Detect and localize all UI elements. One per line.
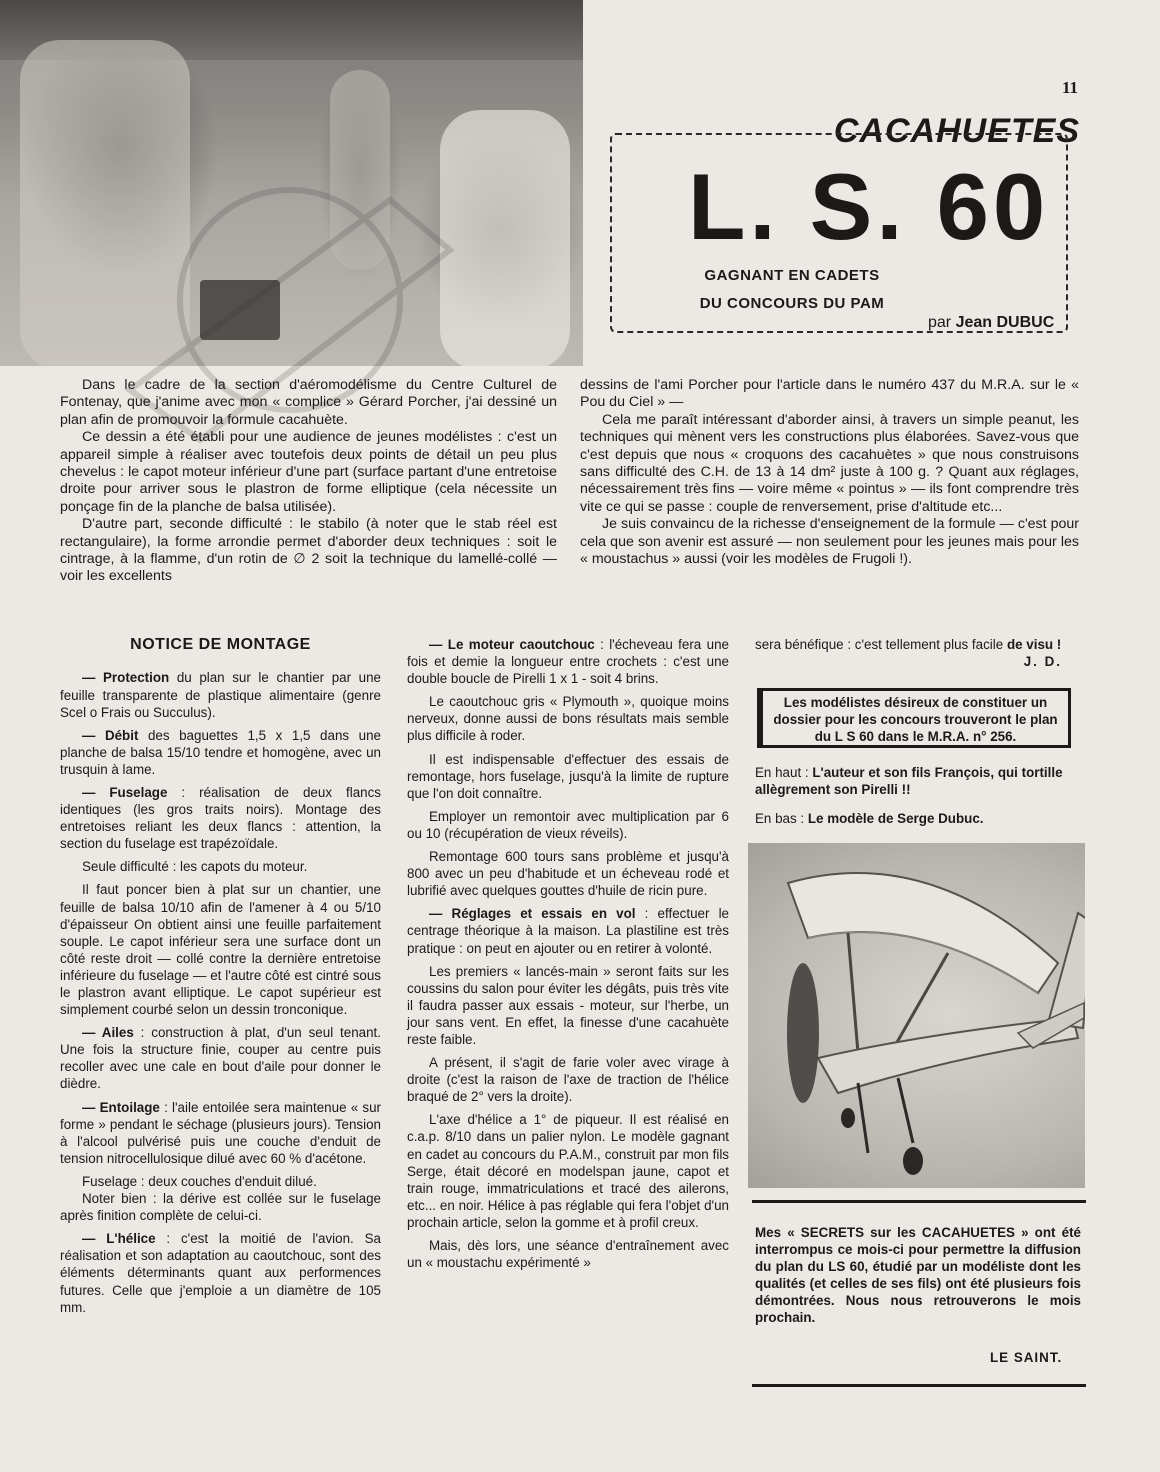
- notice-paragraph: Il faut poncer bien à plat sur un chantier, une feuille de balsa 10/10 afin de l'amener à 4 ou 5/10 d'épaisseur On obtient ainsi une feuille parfaitement souple. Le capot inférieur sera une surface dont un côté reste droit — collé contre la dernière entretoise inférieure du fuselage — et l'autre côté est cintré sous le plastron avant elliptique. Le capot supérieur est simplement courbé selon un dessin tronconique.: [60, 882, 381, 1018]
- notice-column-3: [755, 636, 1078, 670]
- page-number: 11: [1062, 78, 1079, 97]
- photo-figure-boy: [440, 110, 570, 366]
- notice-paragraph: — Protection du plan sur le chantier par une feuille transparente de plastique alimentaire (genre Scel o Frais ou Succulus).: [60, 670, 381, 720]
- byline-author: Jean DUBUC: [955, 314, 1055, 331]
- notice-paragraph: — Fuselage : réalisation de deux flancs identiques (les gros traits noirs). Montage des entretoises reliant les deux flancs : attention, la section du fuselage est trapézoïdale.: [60, 784, 381, 852]
- byline-prefix: par: [928, 314, 952, 331]
- article-subtitle: [682, 262, 902, 318]
- notice-paragraph: L'axe d'hélice a 1° de piqueur. Il est réalisé en c.a.p. 8/10 dans un palier nylon. Le modèle gagnant en cadet au concours du P.A.M., construit par mon fils Serge, était décoré en modelspan jaune, capot et train rouge, immatriculations et tracé des ailerons, etc... en noir. Hélice à pas réglable qui fera l'objet d'un prochain article, selon la gomme et à profil creux.: [407, 1112, 729, 1230]
- intro-left-paragraph: Dans le cadre de la section d'aéromodélisme du Centre Culturel de Fontenay, que j'anime avec mon « complice » Gérard Porcher, j'ai dessiné un plan afin de promouvoir la formule cacahuète.: [60, 377, 557, 428]
- photo-box: [200, 280, 280, 340]
- divider-top: [752, 1200, 1086, 1203]
- initials: J. D.: [1023, 654, 1062, 670]
- caption-top: En haut : L'auteur et son fils François, qui tortille allègrement son Pirelli !!: [755, 765, 1063, 797]
- caption-bottom: En bas : Le modèle de Serge Dubuc.: [755, 811, 984, 826]
- intro-right-paragraph: dessins de l'ami Porcher pour l'article dans le numéro 437 du M.R.A. sur le « Pou du Ciel » —: [580, 377, 1079, 411]
- photo-figure-girl: [330, 70, 390, 270]
- article-title: L. S. 60: [688, 154, 1050, 259]
- signature: LE SAINT.: [990, 1350, 1063, 1365]
- notice-column-1: [60, 636, 381, 1322]
- intro-right-paragraph: Cela me paraît intéressant d'aborder ainsi, à travers un simple peanut, les techniques qui mènent vers les constructions plus élaborées. Savez-vous que c'est depuis que nous « croquons des cacahuètes » que nous construisons sans difficulté des C.H. de 13 à 14 dm² juste à 100 g. ? Quant aux réglages, nécessairement très fins — voire même « pointus » — ils font comprendre très vite ce qui se passe : couple de renversement, prise d'altitude etc...: [580, 411, 1079, 515]
- notice-paragraph: sera bénéfique : c'est tellement plus facile de visu !: [755, 637, 1062, 652]
- notice-paragraph: — L'hélice : c'est la moitié de l'avion. Sa réalisation et son adaptation au caoutchouc, sont des éléments déterminants quant aux performences futures. Celle que j'emploie a un diamètre de 105 mm.: [60, 1231, 381, 1315]
- section-kicker: CACAHUETES: [833, 112, 1080, 150]
- notice-paragraph: — Réglages et essais en vol : effectuer le centrage théorique à la maison. La plastiline est très pratique : on peut en ajouter ou en retirer à volonté.: [407, 906, 729, 956]
- notice-paragraph: A présent, il s'agit de farie voler avec virage à droite (c'est la raison de l'axe de traction de l'hélice braqué de 2° vers la droite).: [407, 1055, 729, 1105]
- final-note: Mes « SECRETS sur les CACAHUETES » ont été interrompus ce mois-ci pour permettre la diffusion du plan du LS 60, étudié par un modéliste dont les qualités (et celles de ses fils) ont été plusieurs fois démontrées. Nous nous retrouverons le mois prochain.: [755, 1225, 1081, 1325]
- intro-left-column: [60, 377, 557, 586]
- intro-left-paragraph: Ce dessin a été établi pour une audience de jeunes modélistes : c'est un appareil simple à réaliser avec toutefois deux points de détail un peu plus chevelus : le capot moteur inférieur d'une part (surface partant d'une entretoise droite pour arriver sous le plastron de forme elliptique (cela nécessite un ponçage fin de la planche de balsa utilisée).: [60, 429, 557, 515]
- top-photo: [0, 0, 583, 366]
- notice-column-2: [407, 636, 729, 1277]
- notice-paragraph: — Ailes : construction à plat, d'un seul tenant. Une fois la structure finie, couper au centre puis recoller avec une cale en bout d'aile pour donner le dièdre.: [60, 1025, 381, 1092]
- subtitle-line-1: GAGNANT EN CADETS: [704, 267, 880, 284]
- divider-bottom: [752, 1384, 1086, 1387]
- notice-paragraph: Seule difficulté : les capots du moteur.: [82, 859, 308, 875]
- notice-paragraph: Noter bien : la dérive est collée sur le fuselage après finition complète de celui-ci.: [60, 1191, 381, 1224]
- model-airplane-photo: [748, 843, 1085, 1188]
- airplane-illustration: [748, 843, 1085, 1188]
- intro-right-column: [580, 377, 1079, 568]
- notice-paragraph: Il est indispensable d'effectuer des essais de remontage, hors fuselage, jusqu'à la limite de rupture que l'on doit connaître.: [407, 751, 729, 801]
- photo-figure-man: [20, 40, 190, 366]
- notice-paragraph: Employer un remontoir avec multiplication par 6 ou 10 (récupération de vieux réveils).: [407, 808, 729, 841]
- notice-paragraph: Les premiers « lancés-main » seront faits sur les coussins du salon pour éviter les dégâts, puis très vite il faudra passer aux essais - moteur, sur l'herbe, un jour sans vent. En effet, la finesse d'une cacahuète reste faible.: [407, 963, 729, 1047]
- notice-paragraph: — Le moteur caoutchouc : l'écheveau fera une fois et demie la longueur entre crochets : c'est une double boucle de Pirelli 1 x 1 - soit 4 brins.: [407, 637, 729, 687]
- notice-paragraph: Fuselage : deux couches d'enduit dilué.: [82, 1173, 317, 1189]
- notice-heading: NOTICE DE MONTAGE: [130, 636, 311, 653]
- byline: [928, 314, 1054, 332]
- boxed-note: Les modélistes désireux de constituer un dossier pour les concours trouveront le plan du L S 60 dans le M.R.A. n° 256.: [757, 688, 1071, 748]
- notice-paragraph: Le caoutchouc gris « Plymouth », quoique moins nerveux, donne aussi de bons résultats mais semble plus difficile à roder.: [407, 694, 729, 744]
- subtitle-line-2: DU CONCOURS DU PAM: [699, 295, 885, 312]
- intro-right-paragraph: Je suis convaincu de la richesse d'enseignement de la formule — c'est pour cela que son avenir est assuré — non seulement pour les jeunes mais pour les « moustachus » aussi (voir les modèles de Frugoli !).: [580, 516, 1079, 568]
- notice-paragraph: Remontage 600 tours sans problème et jusqu'à 800 avec un peu d'habitude et un écheveau rodé et lubrifié avec quelques gouttes d'huile de ricin pure.: [407, 849, 729, 899]
- notice-paragraph: — Entoilage : l'aile entoilée sera maintenue « sur forme » pendant le séchage (plusieurs jours). Tension à l'alcool pulvérisé puis une couche d'enduit de tension nitrocellulosique dilué avec 60 % d'acétone.: [60, 1099, 381, 1166]
- notice-paragraph: Mais, dès lors, une séance d'entraînement avec un « moustachu expérimenté »: [407, 1238, 729, 1271]
- notice-paragraph: — Débit des baguettes 1,5 x 1,5 dans une planche de balsa 15/10 tendre et homogène, avec un trusquin à lame.: [60, 727, 381, 777]
- intro-left-paragraph: D'autre part, seconde difficulté : le stabilo (à noter que le stab réel est rectangulaire), la forme arrondie permet d'aborder deux techniques : soit le cintrage, à la flamme, d'un rotin de ∅ 2 soit la technique du lamellé-collé — voir les excellents: [60, 516, 557, 585]
